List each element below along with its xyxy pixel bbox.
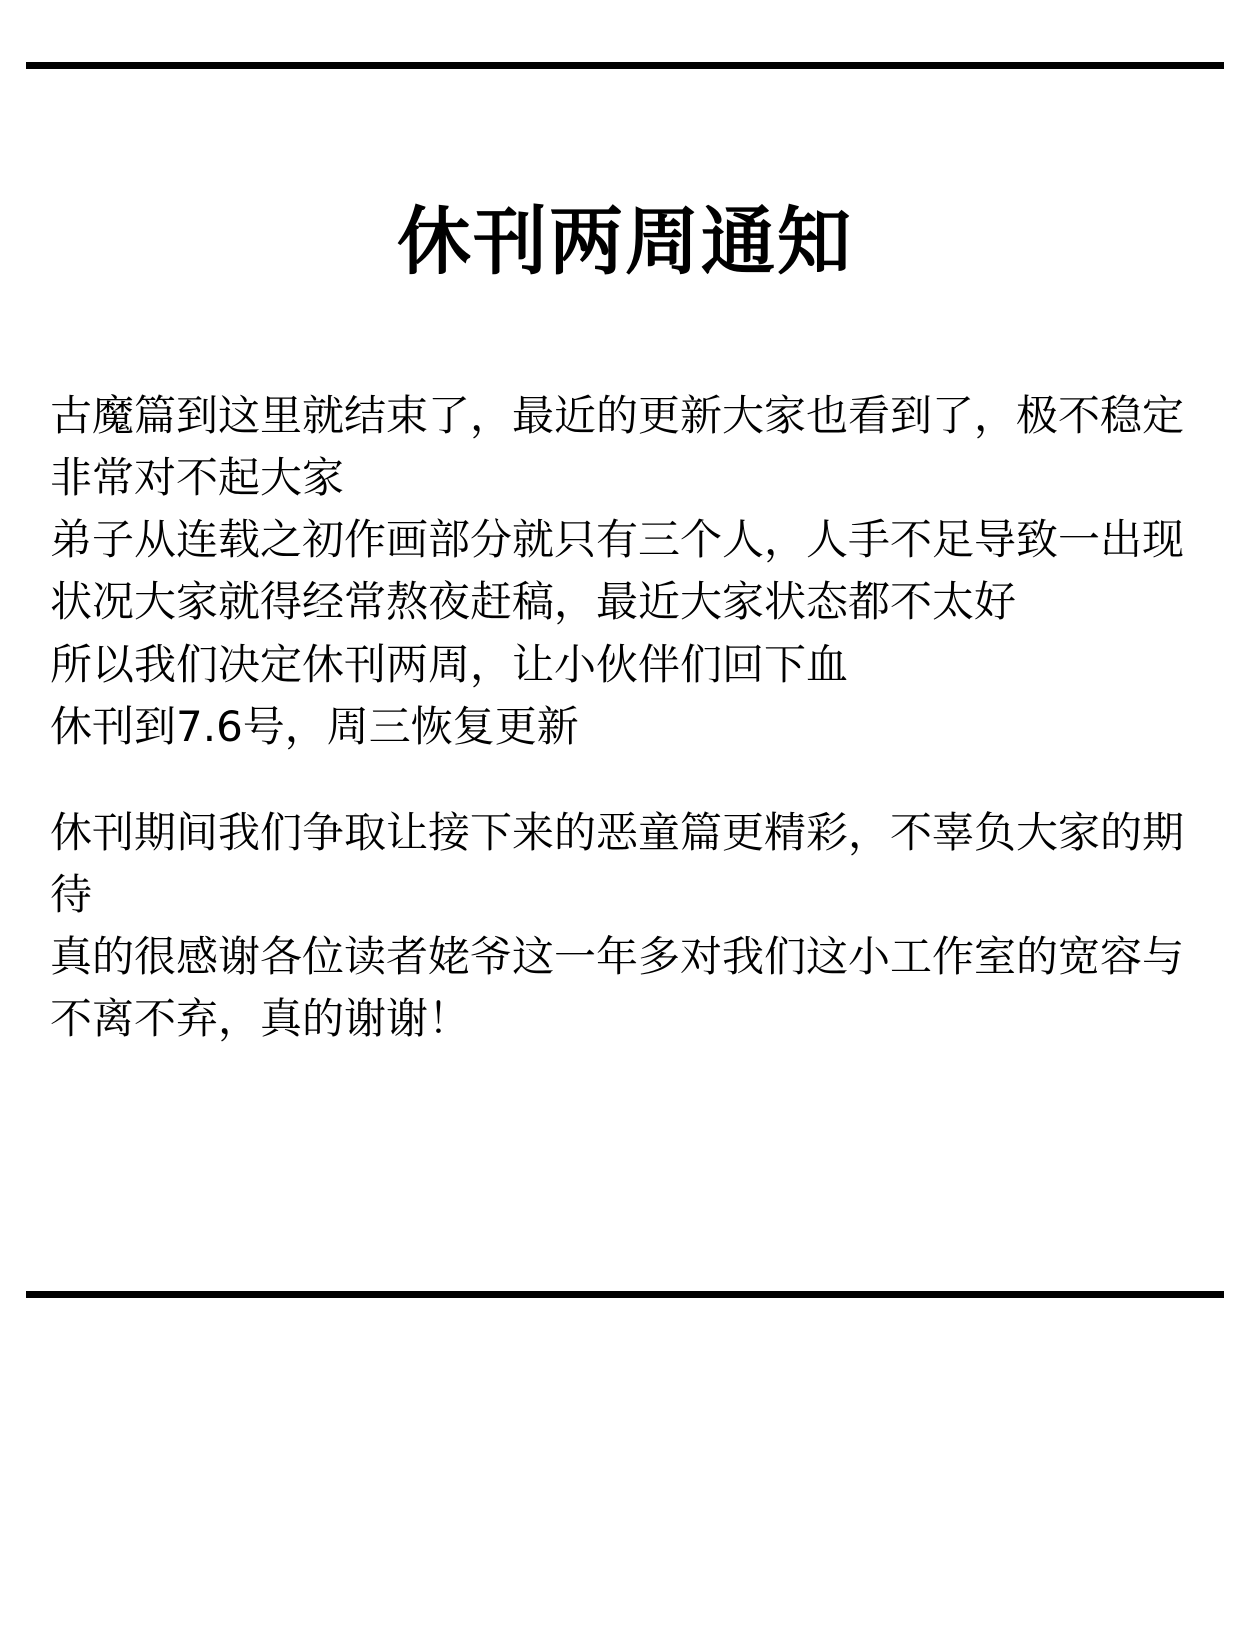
body-paragraph: 弟子从连载之初作画部分就只有三个人，人手不足导致一出现状况大家就得经常熬夜赶稿，最近大家状态都不太好 xyxy=(50,515,1185,627)
bottom-divider xyxy=(26,1291,1224,1298)
body-paragraph: 真的很感谢各位读者姥爷这一年多对我们这小工作室的宽容与不离不弃，真的谢谢！ xyxy=(50,932,1185,1044)
paragraph-spacer xyxy=(50,758,1210,802)
body-paragraph: 古魔篇到这里就结束了，最近的更新大家也看到了，极不稳定非常对不起大家 xyxy=(50,391,1185,503)
top-divider xyxy=(26,62,1224,69)
body-paragraph: 休刊期间我们争取让接下来的恶童篇更精彩，不辜负大家的期待 xyxy=(50,807,1185,920)
body-paragraph: 休刊到7.6号，周三恢复更新 xyxy=(50,701,579,751)
notice-body xyxy=(50,385,1210,1051)
page-title: 休刊两周通知 xyxy=(397,198,853,285)
body-paragraph: 所以我们决定休刊两周，让小伙伴们回下血 xyxy=(50,639,849,689)
